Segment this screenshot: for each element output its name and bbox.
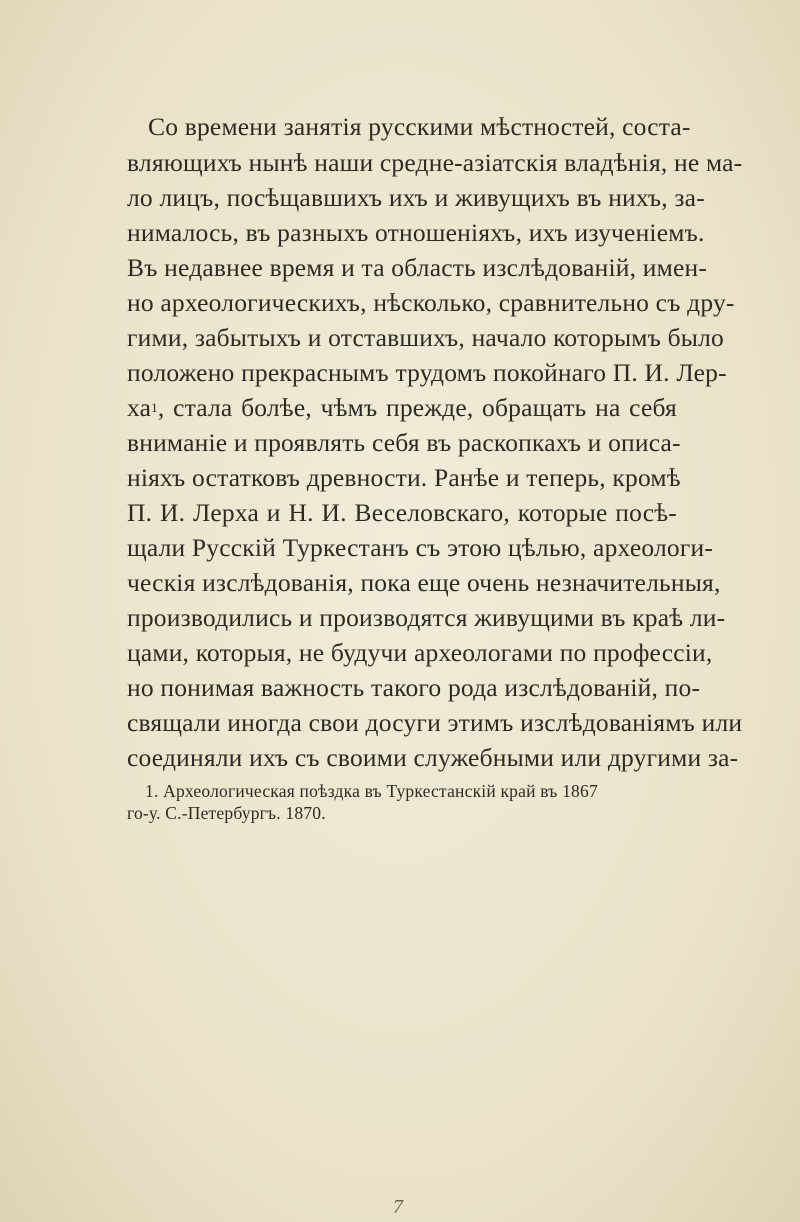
text-line: но археологическихъ, нѣсколько, сравнительно съ дру-: [127, 288, 735, 317]
text-line: П. И. Лерха и Н. И. Веселовскаго, которые посѣ-: [127, 498, 677, 527]
text-line: Со времени занятія русскими мѣстностей, соста-: [148, 112, 691, 141]
text-line: гими, забытыхъ и отставшихъ, начало которымъ было: [127, 323, 724, 352]
footnote-marker[interactable]: 1: [151, 400, 158, 415]
text-line: производились и производятся живущими въ краѣ ли-: [127, 603, 726, 632]
page-mark: 7: [393, 1196, 403, 1218]
text-line: ческія изслѣдованія, пока еще очень незначительныя,: [127, 568, 721, 597]
footnote-line: го-у. С.-Петербургъ. 1870.: [127, 803, 326, 823]
text-line: Въ недавнее время и та область изслѣдованій, имен-: [127, 253, 708, 282]
text-line: соединяли ихъ съ своими служебными или другими за-: [127, 743, 739, 772]
text-line: ло лицъ, посѣщавшихъ ихъ и живущихъ въ нихъ, за-: [127, 183, 705, 212]
text-line-with-footnote: [127, 393, 677, 423]
text-line: свящали иногда свои досуги этимъ изслѣдованіямъ или: [127, 708, 743, 737]
text-line: ніяхъ остатковъ древности. Ранѣе и теперь, кромѣ: [127, 463, 681, 492]
text-line: нималось, въ разныхъ отношеніяхъ, ихъ изученіемъ.: [127, 218, 705, 247]
text-line: щали Русскій Туркестанъ съ этою цѣлью, археологи-: [127, 533, 714, 562]
footnote-line: 1. Археологическая поѣздка въ Туркестанскій край въ 1867: [145, 781, 598, 801]
text-line: цами, которыя, не будучи археологами по профессіи,: [127, 638, 713, 667]
text-line: вляющихъ нынѣ наши средне-азіатскія владѣнія, не ма-: [127, 148, 743, 177]
text-line: положено прекраснымъ трудомъ покойнаго П. И. Лер-: [127, 358, 727, 387]
text-line: но понимая важность такого рода изслѣдованій, по-: [127, 673, 701, 702]
text-fragment: , стала болѣе, чѣмъ прежде, обращать на себя: [157, 393, 677, 422]
text-fragment: ха: [127, 393, 152, 422]
text-line: вниманіе и проявлять себя въ раскопкахъ и описа-: [127, 428, 681, 457]
